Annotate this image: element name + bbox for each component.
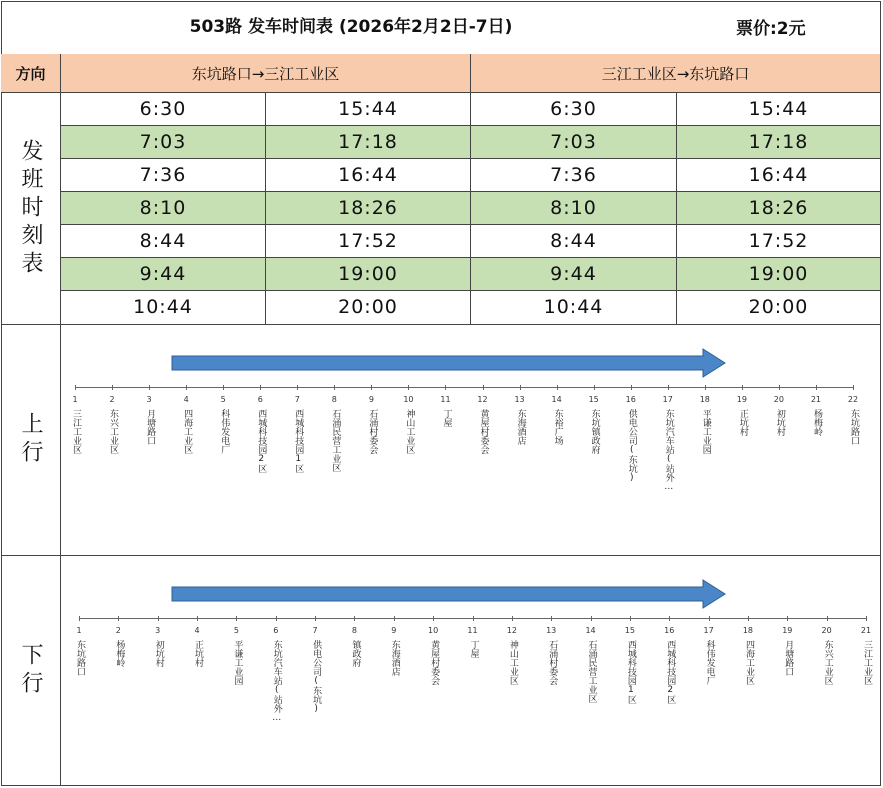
departure-time-cell: 6:30 xyxy=(471,93,677,126)
downbound-stop-name: 供电公司(东坑) xyxy=(311,640,322,714)
upbound-stop-tick xyxy=(223,385,224,390)
downbound-stop-number: 12 xyxy=(506,626,517,635)
upbound-label xyxy=(1,325,61,556)
upbound-stop-tick xyxy=(520,385,521,390)
upbound-stop-tick xyxy=(75,385,76,390)
upbound-stop-name: 东兴工业区 xyxy=(108,409,119,454)
upbound-label-text: 上行 xyxy=(18,412,43,468)
upbound-stop-tick xyxy=(371,385,372,390)
upbound-stop-number: 5 xyxy=(220,395,226,404)
downbound-stop-number: 4 xyxy=(194,626,200,635)
upbound-stop-name: 月塘路口 xyxy=(145,409,156,445)
downbound-stop-number: 10 xyxy=(428,626,439,635)
departure-time-cell: 16:44 xyxy=(677,159,881,192)
downbound-stop-name: 月塘路口 xyxy=(783,640,794,676)
upbound-stop-number: 6 xyxy=(257,395,263,404)
downbound-stop-number: 3 xyxy=(155,626,161,635)
departure-time-cell: 17:18 xyxy=(266,126,471,159)
page-title: 503路 发车时间表 (2026年2月2日-7日) xyxy=(189,17,513,37)
upbound-stop-tick xyxy=(408,385,409,390)
downbound-stop-number: 8 xyxy=(351,626,357,635)
downbound-stop-tick xyxy=(158,616,159,621)
downbound-stop-tick xyxy=(827,616,828,621)
departure-time-cell: 18:26 xyxy=(677,192,881,225)
upbound-stop-number: 22 xyxy=(847,395,859,404)
downbound-direction-arrow xyxy=(171,579,727,609)
departure-time-cell: 8:44 xyxy=(61,225,266,258)
downbound-stop-number: 17 xyxy=(703,626,714,635)
downbound-stop-name: 杨梅岭 xyxy=(114,640,125,667)
upbound-stop-number: 18 xyxy=(699,395,710,404)
downbound-stop-name: 科伟发电厂 xyxy=(704,640,715,685)
upbound-stop-name: 平谦工业园 xyxy=(700,409,711,454)
upbound-stop-number: 16 xyxy=(625,395,636,404)
downbound-stop-name: 石涌村委会 xyxy=(547,640,558,685)
downbound-stop-number: 1 xyxy=(76,626,82,635)
downbound-stop-tick xyxy=(591,616,592,621)
upbound-stop-tick xyxy=(445,385,446,390)
downbound-route-panel xyxy=(61,556,881,786)
upbound-stop-tick xyxy=(631,385,632,390)
downbound-stop-name: 神山工业区 xyxy=(507,640,518,685)
departure-time-cell: 9:44 xyxy=(471,258,677,291)
downbound-stop-number: 2 xyxy=(115,626,121,635)
upbound-stop-name: 东坑镇政府 xyxy=(589,409,600,454)
downbound-stop-number: 5 xyxy=(233,626,239,635)
upbound-route-panel xyxy=(61,325,881,556)
upbound-stop-number: 2 xyxy=(109,395,115,404)
departure-time-cell: 15:44 xyxy=(677,93,881,126)
downbound-stop-name: 平谦工业园 xyxy=(232,640,243,685)
downbound-stop-number: 19 xyxy=(782,626,793,635)
upbound-stop-number: 15 xyxy=(588,395,599,404)
downbound-stop-number: 14 xyxy=(585,626,596,635)
direction-header-outbound: 东坑路口→三江工业区 xyxy=(61,54,471,93)
downbound-stop-number: 7 xyxy=(312,626,318,635)
upbound-stop-name: 正坑村 xyxy=(737,409,748,436)
timetable-label xyxy=(1,93,61,325)
upbound-stop-number: 7 xyxy=(294,395,300,404)
upbound-stop-name: 石涌村委会 xyxy=(367,409,378,454)
departure-time-cell: 17:18 xyxy=(677,126,881,159)
downbound-stop-name: 黄屋村委会 xyxy=(429,640,440,685)
upbound-stop-number: 10 xyxy=(403,395,414,404)
downbound-stop-tick xyxy=(79,616,80,621)
departure-time-cell: 10:44 xyxy=(471,291,677,325)
downbound-stop-name: 西城科技园2区 xyxy=(665,640,676,704)
upbound-stop-tick xyxy=(334,385,335,390)
downbound-stop-tick xyxy=(197,616,198,621)
departure-time-cell: 17:52 xyxy=(266,225,471,258)
upbound-stop-name: 西城科技园2区 xyxy=(256,409,267,473)
downbound-stop-tick xyxy=(394,616,395,621)
downbound-stop-tick xyxy=(433,616,434,621)
downbound-stop-tick xyxy=(551,616,552,621)
upbound-stop-name: 三江工业区 xyxy=(71,409,81,454)
upbound-stop-name: 东坑汽车站(站外… xyxy=(663,409,674,492)
downbound-stop-name: 石涌民营工业区 xyxy=(586,640,597,703)
downbound-stop-name: 镇政府 xyxy=(350,640,361,667)
downbound-stop-name: 丁屋 xyxy=(468,640,479,658)
departure-time-cell: 7:03 xyxy=(471,126,677,159)
downbound-stop-number: 20 xyxy=(821,626,832,635)
upbound-stop-tick xyxy=(557,385,558,390)
downbound-stop-name: 东坑汽车站(站外… xyxy=(271,640,282,723)
departure-time-cell: 20:00 xyxy=(266,291,471,325)
downbound-label xyxy=(1,556,61,786)
upbound-stop-tick xyxy=(705,385,706,390)
upbound-stop-number: 9 xyxy=(368,395,374,404)
upbound-stop-tick xyxy=(186,385,187,390)
departure-time-cell: 15:44 xyxy=(266,93,471,126)
upbound-stop-name: 东裕广场 xyxy=(552,409,563,445)
downbound-stop-tick xyxy=(630,616,631,621)
upbound-stop-number: 1 xyxy=(72,395,78,404)
upbound-stop-name: 西城科技园1区 xyxy=(293,409,304,473)
downbound-stop-number: 6 xyxy=(273,626,279,635)
upbound-stop-number: 4 xyxy=(183,395,189,404)
downbound-stop-tick xyxy=(315,616,316,621)
upbound-stop-number: 3 xyxy=(146,395,152,404)
downbound-stop-number: 11 xyxy=(467,626,478,635)
upbound-stop-name: 供电公司(东坑) xyxy=(626,409,637,483)
fare-label: 票价:2元 xyxy=(736,19,806,39)
departure-time-cell: 8:10 xyxy=(471,192,677,225)
direction-header-inbound: 三江工业区→东坑路口 xyxy=(471,54,881,93)
upbound-stop-tick xyxy=(483,385,484,390)
downbound-stop-number: 15 xyxy=(624,626,635,635)
upbound-stop-name: 东坑路口 xyxy=(849,409,859,445)
downbound-label-text: 下行 xyxy=(18,642,43,699)
downbound-stop-name: 西城科技园1区 xyxy=(625,640,636,704)
direction-header: 方向 xyxy=(1,54,61,93)
title-row xyxy=(1,1,881,55)
downbound-stop-number: 16 xyxy=(664,626,675,635)
downbound-stop-tick xyxy=(866,616,867,621)
upbound-stop-tick xyxy=(853,385,854,390)
departure-time-cell: 8:10 xyxy=(61,192,266,225)
downbound-stop-number: 13 xyxy=(546,626,557,635)
downbound-stop-number: 21 xyxy=(860,626,872,635)
upbound-stop-tick xyxy=(779,385,780,390)
upbound-stop-name: 初坑村 xyxy=(774,409,785,436)
departure-time-cell: 19:00 xyxy=(266,258,471,291)
departure-time-cell: 7:03 xyxy=(61,126,266,159)
downbound-stop-tick xyxy=(709,616,710,621)
upbound-stop-name: 黄屋村委会 xyxy=(478,409,489,454)
downbound-stop-tick xyxy=(512,616,513,621)
upbound-stop-tick xyxy=(260,385,261,390)
downbound-stop-number: 18 xyxy=(742,626,754,635)
upbound-stop-number: 21 xyxy=(810,395,822,404)
departure-time-cell: 16:44 xyxy=(266,159,471,192)
departure-time-cell: 7:36 xyxy=(471,159,677,192)
downbound-stop-tick xyxy=(669,616,670,621)
upbound-stop-tick xyxy=(112,385,113,390)
downbound-stop-tick xyxy=(787,616,788,621)
upbound-stop-number: 20 xyxy=(773,395,784,404)
upbound-direction-arrow xyxy=(171,348,727,378)
upbound-stop-name: 丁屋 xyxy=(441,409,452,427)
upbound-stop-number: 8 xyxy=(331,395,337,404)
downbound-stop-name: 初坑村 xyxy=(153,640,164,667)
upbound-stop-number: 11 xyxy=(440,395,451,404)
upbound-stop-number: 12 xyxy=(477,395,488,404)
downbound-stop-tick xyxy=(276,616,277,621)
timetable-label-text: 发班时刻表 xyxy=(18,138,43,279)
downbound-stop-tick xyxy=(236,616,237,621)
upbound-stop-number: 13 xyxy=(514,395,525,404)
upbound-stop-name: 石涌民营工业区 xyxy=(330,409,341,472)
upbound-stop-tick xyxy=(742,385,743,390)
downbound-stop-number: 9 xyxy=(391,626,397,635)
departure-time-cell: 9:44 xyxy=(61,258,266,291)
downbound-stop-name: 三江工业区 xyxy=(862,640,872,685)
upbound-stop-tick xyxy=(297,385,298,390)
departure-time-cell: 10:44 xyxy=(61,291,266,325)
upbound-stop-tick xyxy=(149,385,150,390)
departure-time-cell: 6:30 xyxy=(61,93,266,126)
departure-time-cell: 17:52 xyxy=(677,225,881,258)
departure-time-cell: 18:26 xyxy=(266,192,471,225)
departure-time-cell: 20:00 xyxy=(677,291,881,325)
upbound-stop-name: 神山工业区 xyxy=(404,409,415,454)
upbound-stop-number: 14 xyxy=(551,395,562,404)
upbound-stop-name: 东海酒店 xyxy=(515,409,526,445)
downbound-stop-tick xyxy=(748,616,749,621)
downbound-stop-name: 东坑路口 xyxy=(75,640,85,676)
departure-time-cell: 19:00 xyxy=(677,258,881,291)
downbound-stop-tick xyxy=(473,616,474,621)
upbound-stop-tick xyxy=(668,385,669,390)
downbound-stop-name: 东海酒店 xyxy=(389,640,400,676)
upbound-stop-name: 四海工业区 xyxy=(182,409,193,454)
downbound-stop-tick xyxy=(118,616,119,621)
upbound-route-line xyxy=(75,387,853,388)
downbound-stop-name: 四海工业区 xyxy=(743,640,754,685)
upbound-stop-number: 19 xyxy=(736,395,747,404)
upbound-stop-tick xyxy=(816,385,817,390)
departure-time-cell: 7:36 xyxy=(61,159,266,192)
downbound-stop-tick xyxy=(354,616,355,621)
departure-time-cell: 8:44 xyxy=(471,225,677,258)
downbound-stop-name: 正坑村 xyxy=(193,640,204,667)
upbound-stop-number: 17 xyxy=(662,395,673,404)
upbound-stop-name: 杨梅岭 xyxy=(811,409,822,436)
downbound-stop-name: 东兴工业区 xyxy=(822,640,833,685)
upbound-stop-tick xyxy=(594,385,595,390)
upbound-stop-name: 科伟发电厂 xyxy=(219,409,230,454)
